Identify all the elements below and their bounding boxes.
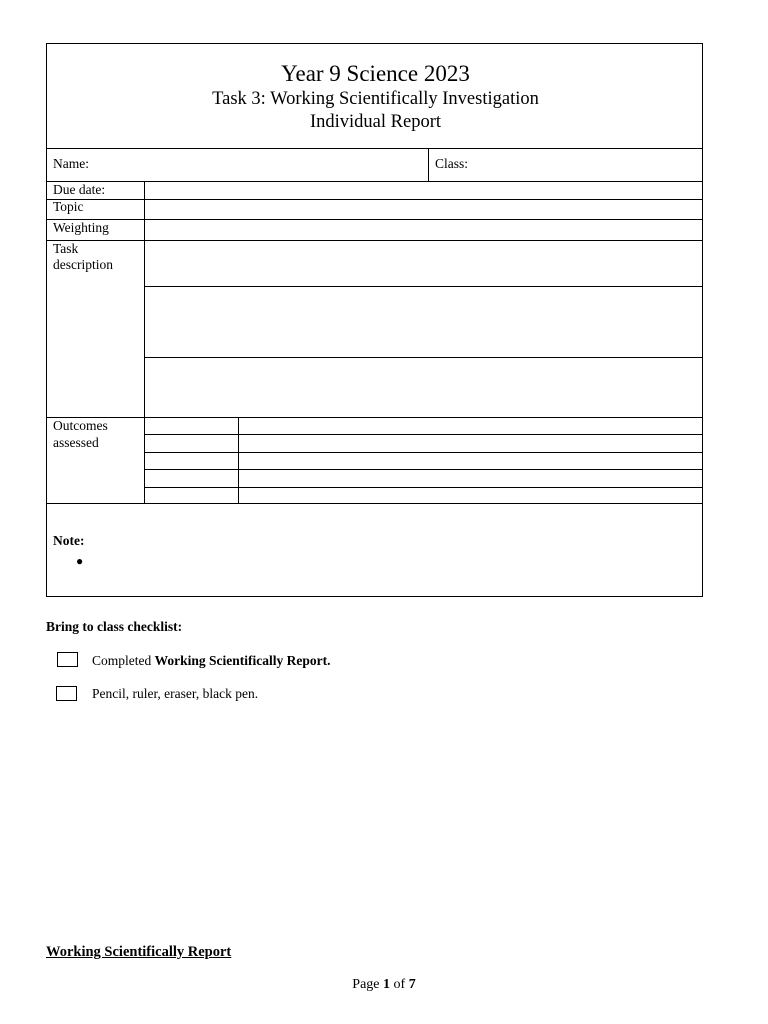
due-date-label: Due date: — [53, 182, 106, 197]
topic-label: Topic — [53, 199, 84, 214]
divider — [47, 240, 702, 241]
divider — [238, 417, 239, 503]
outcomes-label-line2: assessed — [53, 435, 99, 450]
class-label: Class: — [435, 156, 469, 171]
checklist-item-report-bold: Working Scientifically Report. — [154, 653, 331, 668]
checklist-item-report-prefix: Completed — [92, 653, 155, 668]
checklist-checkbox-equipment[interactable] — [56, 686, 77, 701]
divider — [47, 417, 702, 418]
divider — [47, 199, 702, 200]
task-description-label-line1: Task — [53, 241, 79, 256]
checklist-item-equipment: Pencil, ruler, eraser, black pen. — [92, 686, 259, 701]
weighting-label: Weighting — [53, 220, 109, 235]
divider — [144, 469, 702, 470]
task-cover-table — [46, 43, 703, 597]
divider — [144, 452, 702, 453]
bullet-point: ● — [76, 554, 84, 568]
divider — [47, 148, 702, 149]
checklist-checkbox-report[interactable] — [57, 652, 78, 667]
divider — [144, 487, 702, 488]
checklist-heading: Bring to class checklist: — [46, 619, 183, 634]
page-word: Page — [352, 977, 384, 992]
divider — [47, 219, 702, 220]
task-description-label-line2: description — [53, 257, 113, 272]
divider — [428, 148, 429, 181]
divider — [144, 434, 702, 435]
divider — [144, 181, 145, 503]
section-heading: Working Scientifically Report — [46, 944, 232, 960]
divider — [144, 286, 702, 287]
checklist-item-report — [92, 653, 331, 669]
divider — [47, 503, 702, 504]
page-number — [0, 977, 768, 993]
divider — [47, 181, 702, 182]
outcomes-label-line1: Outcomes — [53, 418, 108, 433]
note-label: Note: — [53, 533, 85, 548]
page-current: 1 — [383, 977, 391, 992]
name-label: Name: — [53, 156, 89, 171]
document-subtitle-2: Individual Report — [309, 112, 442, 132]
document-subtitle: Task 3: Working Scientifically Investigation — [212, 89, 539, 109]
divider — [144, 357, 702, 358]
page-of-word: of — [390, 977, 409, 992]
document-title: Year 9 Science 2023 — [281, 61, 470, 86]
page-total: 7 — [408, 977, 416, 992]
